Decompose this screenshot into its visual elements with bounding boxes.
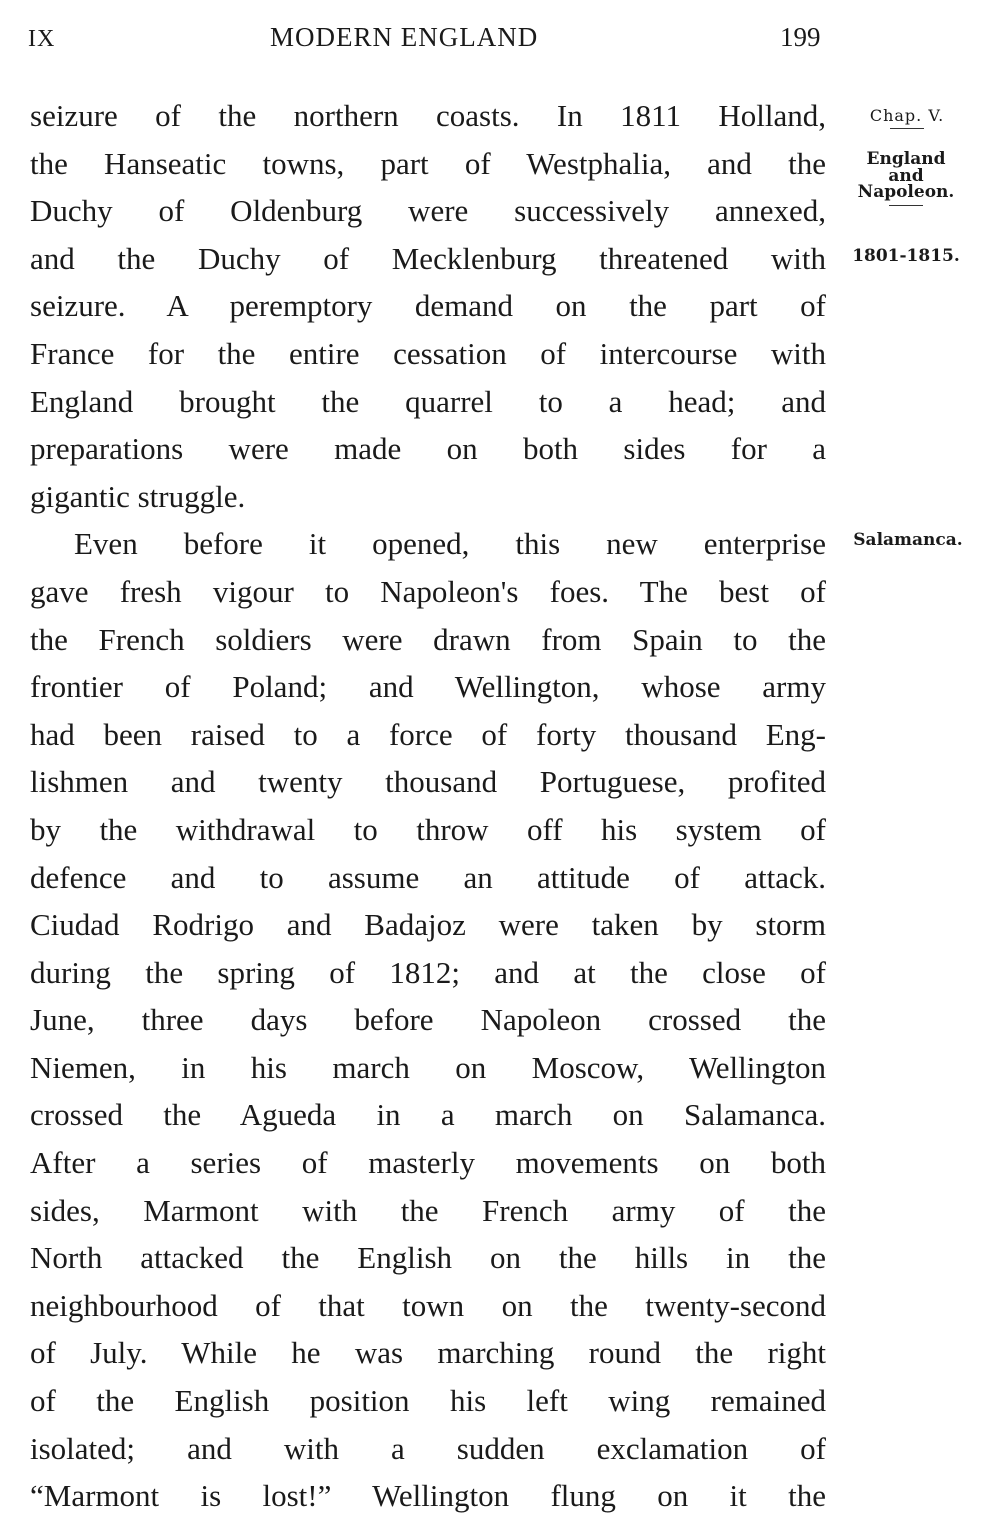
text-line: of July. While he was marching round the right — [30, 1335, 826, 1371]
page-header — [0, 22, 1000, 58]
text-line: England brought the quarrel to a head; and — [30, 383, 826, 419]
sidenote-years: 1801-1815. — [852, 246, 960, 266]
running-title: MODERN ENGLAND — [270, 22, 539, 52]
sidenote-chapter-label: Chap. V. — [869, 106, 945, 125]
text-line: crossed the Agueda in a march on Salamanca. — [30, 1097, 826, 1133]
text-line: frontier of Poland; and Wellington, whose army — [30, 669, 826, 705]
page-number: 199 — [780, 22, 821, 52]
sidenote-rule — [890, 128, 924, 129]
sidenote-topic-line: and — [888, 166, 924, 186]
text-line: “Marmont is lost!” Wellington flung on it the — [30, 1478, 826, 1514]
text-line: France for the entire cessation of intercourse with — [30, 335, 826, 371]
text-line: seizure of the northern coasts. In 1811 Holland, — [30, 98, 826, 133]
text-line: North attacked the English on the hills in the — [30, 1240, 826, 1276]
text-line: Ciudad Rodrigo and Badajoz were taken by storm — [30, 907, 826, 943]
text-line: Duchy of Oldenburg were successively annexed, — [30, 193, 826, 229]
text-line: and the Duchy of Mecklenburg threatened with — [30, 240, 826, 276]
text-line: during the spring of 1812; and at the close of — [30, 954, 826, 990]
text-line: Niemen, in his march on Moscow, Wellington — [30, 1049, 826, 1085]
text-line: neighbourhood of that town on the twenty-second — [30, 1287, 826, 1323]
text-line: the Hanseatic towns, part of Westphalia, and the — [30, 145, 826, 181]
text-line: lishmen and twenty thousand Portuguese, profited — [30, 764, 826, 800]
sidenote-topic-line: Napoleon. — [857, 182, 955, 202]
text-line: gigantic struggle. — [30, 478, 246, 514]
text-line: defence and to assume an attitude of attack. — [30, 859, 826, 895]
text-line: by the withdrawal to throw off his system of — [30, 811, 826, 847]
sidenote-topic — [844, 150, 968, 206]
text-line: had been raised to a force of forty thousand Eng- — [30, 716, 826, 752]
text-line: sides, Marmont with the French army of the — [30, 1192, 826, 1228]
text-line: Even before it opened, this new enterprise — [74, 526, 826, 562]
sidenote-salamanca: Salamanca. — [853, 530, 963, 550]
text-line: of the English position his left wing remained — [30, 1383, 826, 1419]
text-line: gave fresh vigour to Napoleon's foes. The best of — [30, 573, 826, 609]
text-line: isolated; and with a sudden exclamation of — [30, 1430, 826, 1466]
sidenote-chapter — [852, 106, 962, 129]
sidenote-rule — [889, 205, 923, 206]
sidenote-topic-line: England — [866, 149, 946, 169]
text-line: preparations were made on both sides for a — [30, 431, 826, 467]
text-line: the French soldiers were drawn from Spain to the — [30, 621, 826, 657]
text-line: June, three days before Napoleon crossed the — [30, 1002, 826, 1038]
body-text — [30, 92, 826, 1520]
text-line: After a series of masterly movements on both — [30, 1145, 826, 1181]
chapter-number: IX — [28, 26, 56, 52]
text-line: seizure. A peremptory demand on the part of — [30, 288, 826, 324]
